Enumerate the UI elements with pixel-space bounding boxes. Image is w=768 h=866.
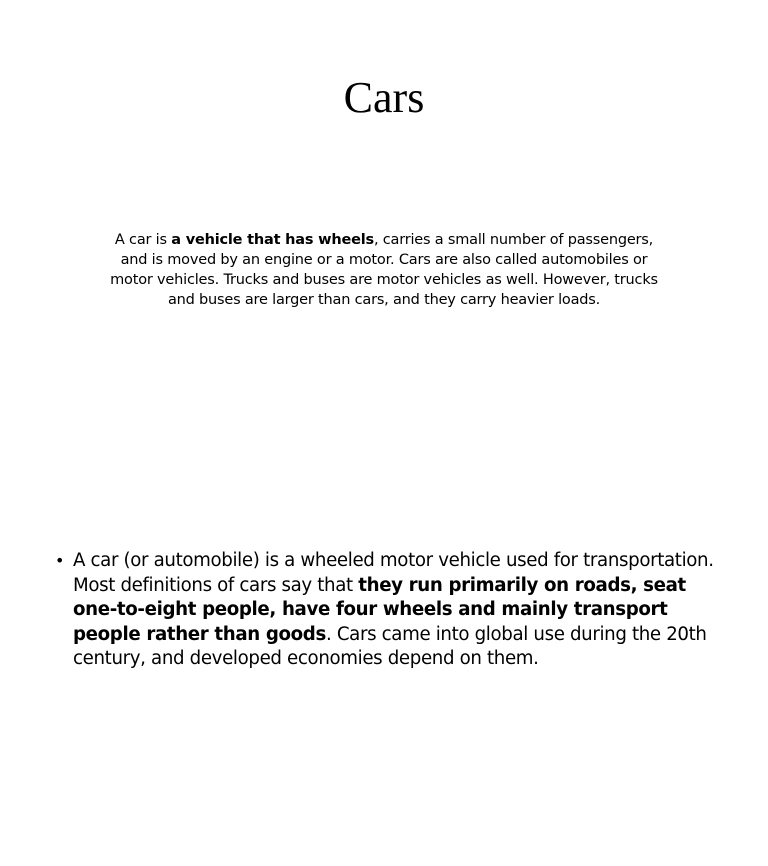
bullet-text-start: A car (or automobile) is a wheeled motor vehicle used for transportation. Most definitions of cars say that: [73, 550, 714, 596]
bullet-bold-text: they run primarily on roads, seat one-to-eight people, have four wheels and mainly transport people rather than goods: [73, 574, 686, 645]
bullet-mark: •: [55, 551, 65, 570]
subtitle-text-start: A car is: [114, 232, 172, 248]
slide-title: Cars: [343, 73, 425, 122]
subtitle-text-end: , carries a small number of passengers, and is moved by an engine or a motor. Cars are also called automobiles or motor vehicles. Trucks and buses are motor vehicles as well. However, trucks and buses are larger than cars, and they carry heavier loads.: [110, 232, 658, 308]
subtitle-bold-text: a vehicle that has wheels: [171, 232, 374, 248]
slide-subtitle: [100, 230, 668, 310]
bullet-item: [55, 549, 715, 672]
bullet-text-end: . Cars came into global use during the 20th century, and developed economies depend on them.: [73, 623, 707, 669]
bullet-list: [55, 549, 715, 672]
